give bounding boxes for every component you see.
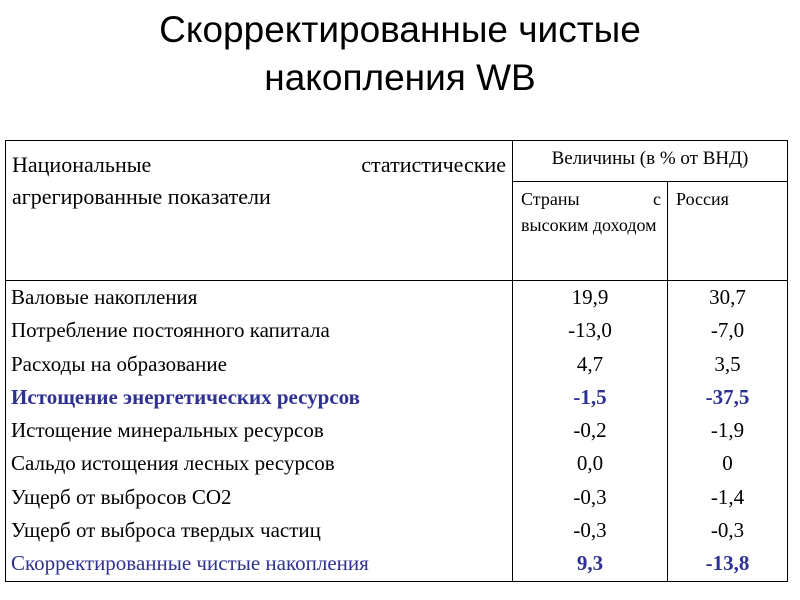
- row-high-income-value: -0,3: [573, 484, 607, 509]
- row-russia-value: -1,9: [710, 418, 745, 443]
- adjusted-savings-table: [5, 140, 788, 582]
- row-russia-value: 0: [722, 451, 733, 476]
- header-values: [513, 141, 788, 182]
- row-russia-value: -37,5: [705, 384, 750, 409]
- row-high-income-value: 4,7: [576, 351, 604, 376]
- row-russia-value: -7,0: [710, 318, 745, 343]
- row-high-income-value: -13,0: [568, 318, 612, 343]
- row-label: Истощение энергетических ресурсов: [11, 384, 360, 409]
- header-indicators-word2: статистические: [361, 152, 506, 177]
- header-russia: [668, 182, 788, 281]
- row-label: Потребление постоянного капитала: [11, 318, 330, 343]
- row-russia-value: 30,7: [709, 285, 746, 309]
- row-high-income-value: -0,2: [573, 418, 607, 443]
- row-label: Ущерб от выброса твердых частиц: [11, 518, 321, 543]
- row-russia-value: -0,3: [710, 518, 745, 543]
- indicator-labels-column: [6, 281, 513, 582]
- row-russia-value: -13,8: [705, 551, 750, 576]
- header-indicators: [6, 141, 513, 281]
- title-line-1: Скорректированные чистые: [159, 9, 641, 50]
- row-label: Истощение минеральных ресурсов: [11, 418, 324, 443]
- row-russia-value: -1,4: [710, 484, 745, 509]
- row-high-income-value: 0,0: [576, 451, 604, 476]
- header-high-income-label: Страны с высоким доходом: [521, 189, 661, 235]
- row-high-income-value: 19,9: [571, 285, 609, 309]
- russia-values-column: [668, 281, 788, 582]
- header-indicators-line2: агрегированные показатели: [12, 184, 271, 209]
- row-high-income-value: -0,3: [573, 518, 607, 543]
- header-high-income: [513, 182, 668, 281]
- title-line-2: накопления WB: [264, 57, 536, 98]
- page-title: [0, 6, 800, 102]
- row-label: Расходы на образование: [11, 351, 227, 376]
- header-indicators-word1: Национальные: [12, 152, 152, 177]
- header-values-label: Величины (в % от ВНД): [551, 148, 749, 169]
- row-label: Ущерб от выбросов СО2: [11, 484, 232, 509]
- header-russia-label: Россия: [676, 189, 729, 209]
- row-label: Сальдо истощения лесных ресурсов: [11, 451, 335, 476]
- row-high-income-value: -1,5: [573, 384, 607, 409]
- high-income-values-column: [513, 281, 668, 582]
- row-label: Валовые накопления: [11, 285, 198, 309]
- row-label: Скорректированные чистые накопления: [11, 551, 369, 576]
- row-high-income-value: 9,3: [576, 551, 604, 576]
- row-russia-value: 3,5: [714, 351, 741, 376]
